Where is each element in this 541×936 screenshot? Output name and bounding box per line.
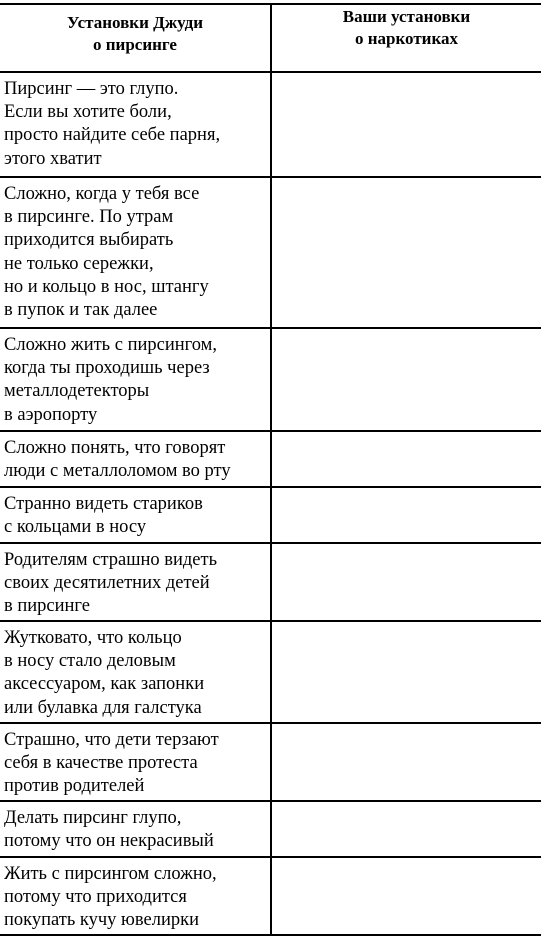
- table-row: [0, 621, 541, 723]
- judy-attitude-cell: Страшно, что дети терзают себя в качестве протеста против родителей: [0, 723, 271, 801]
- judy-attitude-cell: Сложно, когда у тебя все в пирсинге. По утрам приходится выбирать не только сережки, но и кольцо в нос, штангу в пупок и так далее: [0, 177, 271, 328]
- table-row: [0, 723, 541, 801]
- table-header-row: [0, 4, 541, 72]
- judy-attitude-cell: Делать пирсинг глупо, потому что он некрасивый: [0, 801, 271, 857]
- your-attitude-cell[interactable]: [271, 72, 541, 177]
- your-attitude-cell[interactable]: [271, 621, 541, 723]
- judy-attitude-cell: Жить с пирсингом сложно, потому что приходится покупать кучу ювелирки: [0, 857, 271, 935]
- header-your-attitudes: Ваши установки о наркотиках: [271, 4, 541, 72]
- judy-attitude-cell: Родителям страшно видеть своих десятилетних детей в пирсинге: [0, 543, 271, 621]
- table-row: [0, 328, 541, 431]
- header-judy-attitudes: Установки Джуди о пирсинге: [0, 4, 271, 72]
- your-attitude-cell[interactable]: [271, 487, 541, 543]
- table-row: [0, 543, 541, 621]
- attitudes-table: [0, 3, 541, 936]
- judy-attitude-cell: Странно видеть стариков с кольцами в носу: [0, 487, 271, 543]
- table-row: [0, 487, 541, 543]
- judy-attitude-cell: Сложно жить с пирсингом, когда ты проходишь через металлодетекторы в аэропорту: [0, 328, 271, 431]
- your-attitude-cell[interactable]: [271, 431, 541, 487]
- your-attitude-cell[interactable]: [271, 801, 541, 857]
- table-row: [0, 431, 541, 487]
- judy-attitude-cell: Сложно понять, что говорят люди с металлоломом во рту: [0, 431, 271, 487]
- your-attitude-cell[interactable]: [271, 177, 541, 328]
- judy-attitude-cell: Жутковато, что кольцо в носу стало деловым аксессуаром, как запонки или булавка для галстука: [0, 621, 271, 723]
- table-row: [0, 177, 541, 328]
- your-attitude-cell[interactable]: [271, 328, 541, 431]
- table-row: [0, 801, 541, 857]
- your-attitude-cell[interactable]: [271, 723, 541, 801]
- table-row: [0, 72, 541, 177]
- your-attitude-cell[interactable]: [271, 543, 541, 621]
- your-attitude-cell[interactable]: [271, 857, 541, 935]
- table-row: [0, 857, 541, 935]
- judy-attitude-cell: Пирсинг — это глупо. Если вы хотите боли, просто найдите себе парня, этого хватит: [0, 72, 271, 177]
